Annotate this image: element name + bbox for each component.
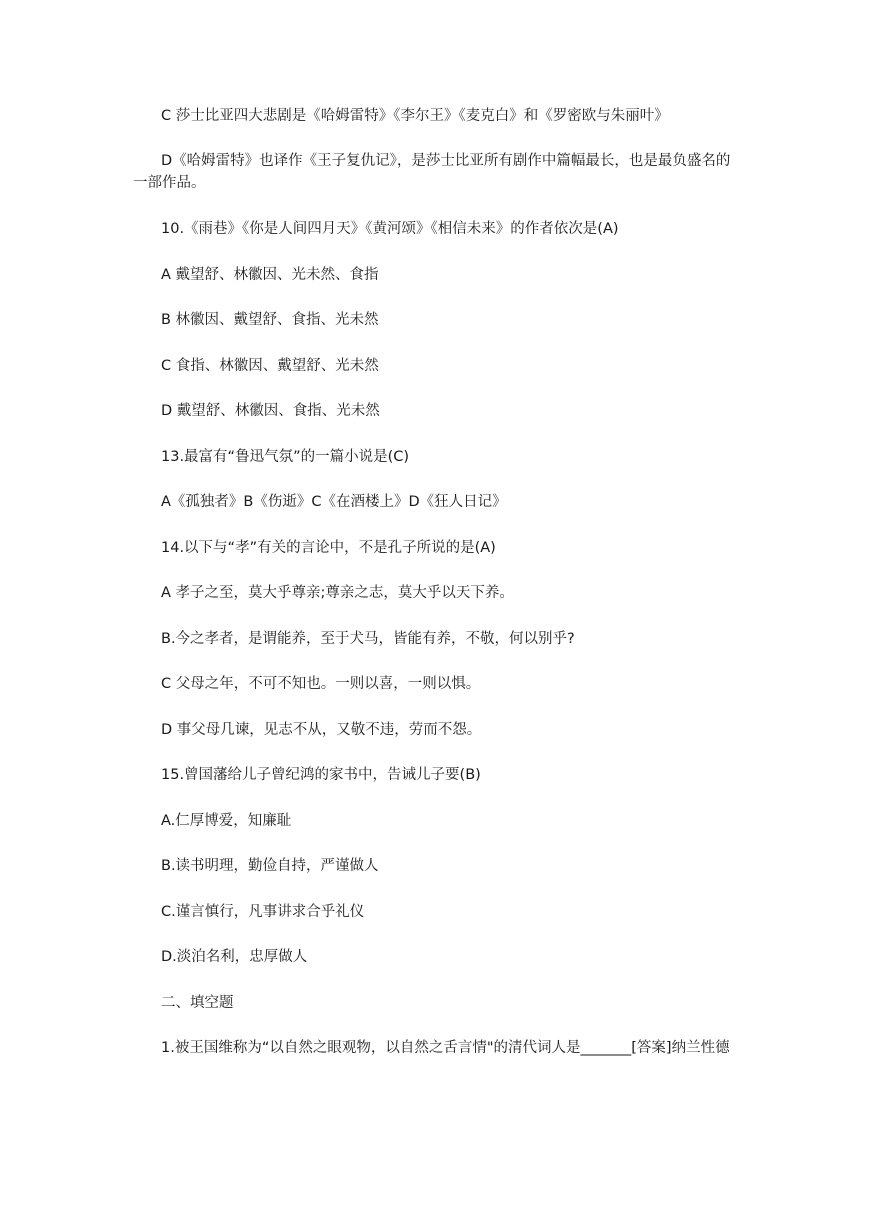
question-10: 10.《雨巷》《你是人间四月天》《黄河颂》《相信未来》的作者依次是(A) [161,221,619,237]
option-10b: B 林徽因、戴望舒、食指、光未然 [161,312,379,328]
option-15d: D.淡泊名利，忠厚做人 [161,949,308,965]
question-14: 14.以下与“孝”有关的言论中，不是孔子所说的是(A) [161,540,496,556]
option-15b: B.读书明理，勤俭自持，严谨做人 [161,858,379,874]
section-heading-fill-in: 二、填空题 [161,995,234,1011]
fill-in-question-1: 1.被王国维称为“以自然之眼观物，以自然之舌言情"的清代词人是_______[答案]纳兰性德 [161,1040,730,1056]
option-15c: C.谨言慎行，凡事讲求合乎礼仪 [161,904,365,920]
option-14a: A 孝子之至，莫大乎尊亲;尊亲之志，莫大乎以天下养。 [161,585,514,601]
option-14c: C 父母之年，不可不知也。一则以喜，一则以惧。 [161,676,481,692]
option-15a: A.仁厚博爱，知廉耻 [161,813,292,829]
option-14d: D 事父母几谏，见志不从，又敬不违，劳而不怨。 [161,722,482,738]
option-9c: C 莎士比亚四大悲剧是《哈姆雷特》《李尔王》《麦克白》和《罗密欧与朱丽叶》 [161,108,669,124]
option-10c: C 食指、林徽因、戴望舒、光未然 [161,358,379,374]
options-13: A《孤独者》B《伤逝》C《在酒楼上》D《狂人日记》 [161,494,507,510]
option-14b: B.今之孝者，是谓能养，至于犬马，皆能有养，不敬，何以别乎? [161,631,575,647]
question-15: 15.曾国藩给儿子曾纪鸿的家书中，告诫儿子要(B) [161,767,481,783]
option-9d: D《哈姆雷特》也译作《王子复仇记》，是莎士比亚所有剧作中篇幅最长，也是最负盛名的一部作品。 [133,153,731,191]
question-13: 13.最富有“鲁迅气氛”的一篇小说是(C) [161,449,410,465]
option-10a: A 戴望舒、林徽因、光未然、食指 [161,267,379,283]
option-10d: D 戴望舒、林徽因、食指、光未然 [161,403,380,419]
